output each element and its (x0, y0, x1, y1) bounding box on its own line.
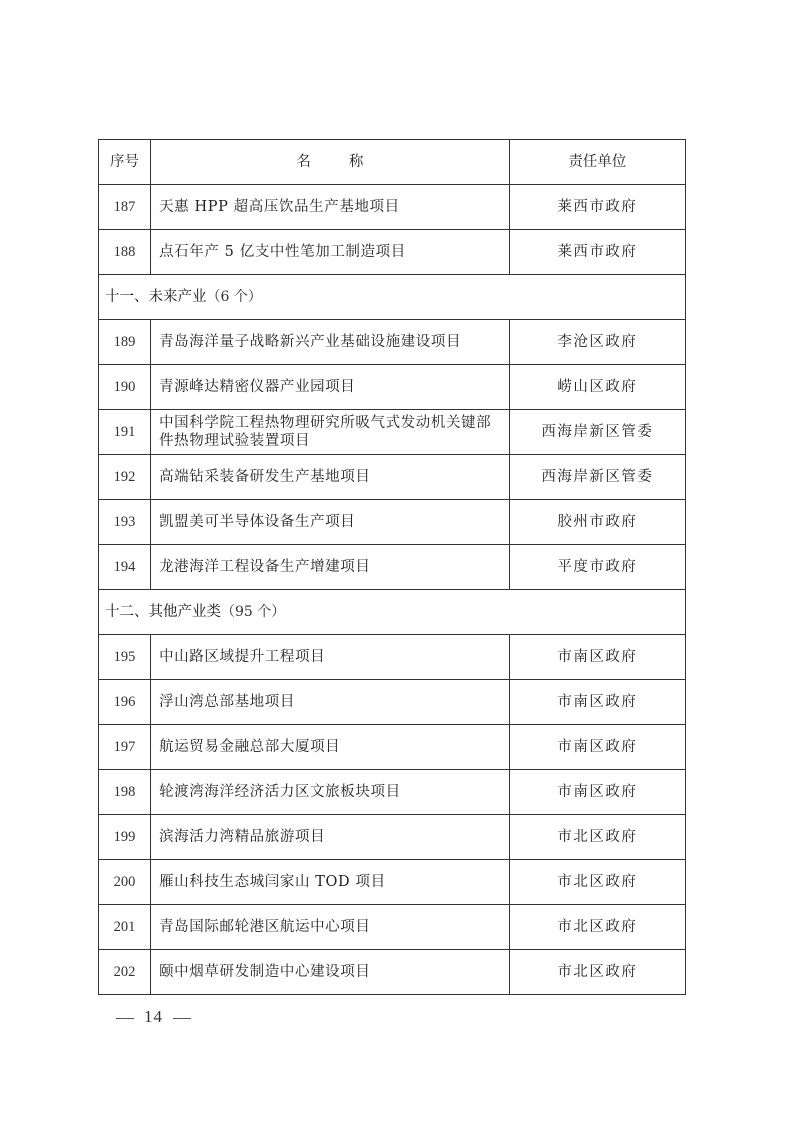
row-unit: 莱西市政府 (509, 185, 685, 230)
row-num: 196 (99, 680, 151, 725)
table-row (99, 185, 686, 230)
table-row (99, 725, 686, 770)
header-unit: 责任单位 (509, 140, 685, 185)
section-row-other-industry (99, 590, 686, 635)
table-row (99, 230, 686, 275)
section-count: （6 个） (206, 289, 262, 305)
row-num: 189 (99, 320, 151, 365)
row-num: 199 (99, 815, 151, 860)
table-row (99, 365, 686, 410)
table-row (99, 950, 686, 995)
row-num: 195 (99, 635, 151, 680)
row-num: 201 (99, 905, 151, 950)
row-num: 188 (99, 230, 151, 275)
row-unit: 西海岸新区管委 (509, 455, 685, 500)
dash-right (173, 1018, 191, 1019)
project-table (98, 139, 686, 995)
row-num: 193 (99, 500, 151, 545)
section-title: 十二、其他产业类 (105, 604, 221, 620)
row-unit: 市南区政府 (509, 770, 685, 815)
table-row (99, 545, 686, 590)
row-unit: 崂山区政府 (509, 365, 685, 410)
header-name-part2: 称 (348, 154, 364, 170)
section-heading (99, 275, 686, 320)
row-name: 中国科学院工程热物理研究所吸气式发动机关键部件热物理试验装置项目 (151, 410, 510, 455)
row-name: 青岛海洋量子战略新兴产业基础设施建设项目 (151, 320, 510, 365)
section-row-future-industry (99, 275, 686, 320)
table-row (99, 320, 686, 365)
row-num: 202 (99, 950, 151, 995)
table-row (99, 410, 686, 455)
row-unit: 胶州市政府 (509, 500, 685, 545)
row-name: 点石年产 5 亿支中性笔加工制造项目 (151, 230, 510, 275)
row-name: 青源峰达精密仪器产业园项目 (151, 365, 510, 410)
section-heading (99, 590, 686, 635)
header-name (151, 140, 510, 185)
page-number: 14 (144, 1007, 163, 1026)
row-unit: 市北区政府 (509, 905, 685, 950)
header-name-part1: 名 (296, 154, 311, 170)
dash-left (116, 1018, 134, 1019)
row-unit: 市南区政府 (509, 725, 685, 770)
section-title: 十一、未来产业 (105, 289, 207, 305)
row-num: 194 (99, 545, 151, 590)
table-row (99, 905, 686, 950)
row-name: 雁山科技生态城闫家山 TOD 项目 (151, 860, 510, 905)
row-unit: 莱西市政府 (509, 230, 685, 275)
row-name: 青岛国际邮轮港区航运中心项目 (151, 905, 510, 950)
row-unit: 市北区政府 (509, 950, 685, 995)
table-header-row (99, 140, 686, 185)
row-name: 凯盟美可半导体设备生产项目 (151, 500, 510, 545)
row-name: 滨海活力湾精品旅游项目 (151, 815, 510, 860)
row-num: 192 (99, 455, 151, 500)
row-name: 龙港海洋工程设备生产增建项目 (151, 545, 510, 590)
row-name: 高端钻采装备研发生产基地项目 (151, 455, 510, 500)
row-unit: 市北区政府 (509, 815, 685, 860)
row-num: 198 (99, 770, 151, 815)
row-name: 颐中烟草研发制造中心建设项目 (151, 950, 510, 995)
row-unit: 市南区政府 (509, 635, 685, 680)
table-row (99, 815, 686, 860)
table-row (99, 635, 686, 680)
row-num: 190 (99, 365, 151, 410)
section-count: （95 个） (221, 604, 286, 620)
row-name: 航运贸易金融总部大厦项目 (151, 725, 510, 770)
table-row (99, 500, 686, 545)
header-num: 序号 (99, 140, 151, 185)
row-unit: 西海岸新区管委 (509, 410, 685, 455)
row-num: 200 (99, 860, 151, 905)
row-name: 轮渡湾海洋经济活力区文旅板块项目 (151, 770, 510, 815)
table-row (99, 680, 686, 725)
row-unit: 市南区政府 (509, 680, 685, 725)
table-row (99, 770, 686, 815)
row-name: 中山路区域提升工程项目 (151, 635, 510, 680)
row-num: 197 (99, 725, 151, 770)
row-name: 浮山湾总部基地项目 (151, 680, 510, 725)
page-footer (106, 1007, 201, 1027)
row-unit: 李沧区政府 (509, 320, 685, 365)
row-num: 187 (99, 185, 151, 230)
table-row (99, 455, 686, 500)
row-num: 191 (99, 410, 151, 455)
row-unit: 市北区政府 (509, 860, 685, 905)
row-unit: 平度市政府 (509, 545, 685, 590)
row-name: 天惠 HPP 超高压饮品生产基地项目 (151, 185, 510, 230)
table-row (99, 860, 686, 905)
